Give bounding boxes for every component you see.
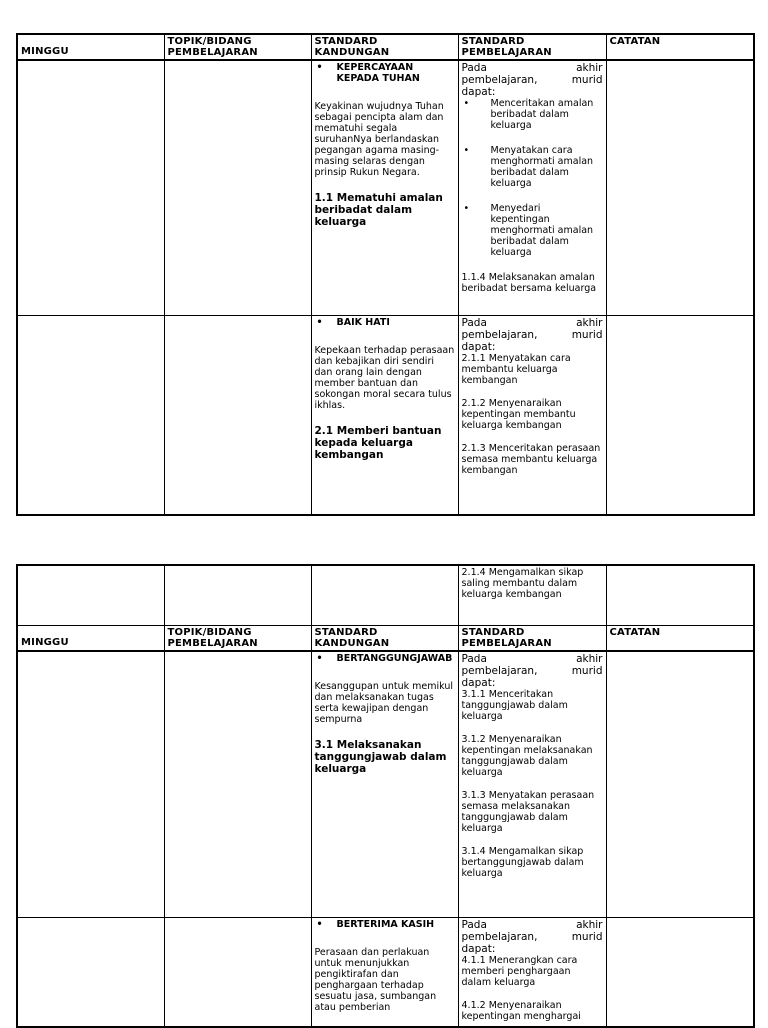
topik-cell	[164, 60, 311, 315]
standard-pembelajaran-cell	[458, 917, 606, 1027]
header-topik: TOPIK/BIDANG PEMBELAJARAN	[164, 34, 311, 60]
bullet-icon: •	[316, 918, 323, 930]
intro-line: dapat:	[461, 677, 496, 689]
value-heading: • BAIK HATI	[316, 316, 390, 328]
learning-standard: 2.1.2 Menyenaraikan kepentingan membantu keluarga kembangan	[461, 397, 576, 431]
header-standard-pembelajaran: STANDARD PEMBELAJARAN	[458, 34, 606, 60]
learning-standard: 3.1.3 Menyatakan perasaan semasa melaksanakan tanggungjawab dalam keluarga	[461, 790, 595, 834]
intro-line: Pada akhir	[461, 653, 603, 665]
table-row	[17, 917, 754, 1027]
learning-standard: 3.1.1 Menceritakan tanggungjawab dalam keluarga	[461, 689, 568, 722]
intro-line: Pada akhir	[461, 62, 603, 74]
intro-line: pembelajaran, murid	[461, 665, 603, 677]
learning-standard: 4.1.1 Menerangkan cara memberi penghargaan dalam keluarga	[461, 954, 578, 988]
list-item: • Menyedari kepentingan menghormati amalan beribadat dalam keluarga	[463, 203, 594, 258]
bullet-icon: •	[463, 98, 470, 109]
content-standard: 3.1 Melaksanakan tanggungjawab dalam keluarga	[314, 739, 447, 775]
header-topik: TOPIK/BIDANG PEMBELAJARAN	[164, 625, 311, 651]
table-row	[17, 315, 754, 515]
intro-line: pembelajaran, murid	[461, 930, 603, 943]
list-item: • Menyatakan cara menghormati amalan beribadat dalam keluarga	[463, 145, 594, 189]
content-standard: 1.1 Mematuhi amalan beribadat dalam keluarga	[314, 192, 443, 228]
value-heading: • KEPERCAYAAN KEPADA TUHAN	[316, 62, 420, 84]
standard-kandungan-cell	[311, 651, 458, 917]
learning-standard: 3.1.2 Menyenaraikan kepentingan melaksanakan tanggungjawab dalam keluarga	[461, 734, 593, 778]
standard-pembelajaran-cell	[458, 315, 606, 515]
catatan-cell	[606, 315, 754, 515]
catatan-cell	[606, 565, 754, 625]
learning-standard: 4.1.2 Menyenaraikan kepentingan menghargai	[461, 999, 581, 1022]
learning-standard: 2.1.1 Menyatakan cara membantu keluarga kembangan	[461, 352, 571, 386]
intro-line: Pada akhir	[461, 918, 603, 931]
minggu-cell	[17, 651, 164, 917]
topik-cell	[164, 565, 311, 625]
learning-standard: 1.1.4 Melaksanakan amalan beribadat bersama keluarga	[461, 272, 597, 294]
value-description: Perasaan dan perlakuan untuk menunjukkan pengiktirafan dan penghargaan terhadap sesuatu jasa, sumbangan atau pemberian	[314, 946, 437, 1013]
value-description: Kepekaan terhadap perasaan dan kebajikan diri sendiri dan orang lain dengan member bantuan dan sokongan moral secara tulus ikhlas.	[314, 344, 455, 411]
intro-line: pembelajaran, murid	[461, 328, 603, 341]
minggu-cell	[17, 60, 164, 315]
table-row	[17, 651, 754, 917]
value-heading: • BERTANGGUNGJAWAB	[316, 653, 453, 664]
header-minggu: MINGGU	[17, 625, 164, 651]
header-standard-kandungan: STANDARD KANDUNGAN	[311, 34, 458, 60]
learning-standard: 2.1.3 Menceritakan perasaan semasa membantu keluarga kembangan	[461, 442, 601, 476]
lesson-table-2	[16, 564, 755, 1028]
table-header-row	[17, 34, 754, 60]
catatan-cell	[606, 917, 754, 1027]
content-standard: 2.1 Memberi bantuan kepada keluarga kembangan	[314, 424, 442, 461]
table-header-row	[17, 625, 754, 651]
standard-kandungan-cell	[311, 315, 458, 515]
topik-cell	[164, 651, 311, 917]
lesson-table-1	[16, 33, 755, 516]
intro-line: dapat:	[461, 340, 496, 353]
topik-cell	[164, 917, 311, 1027]
catatan-cell	[606, 651, 754, 917]
list-item: • Menceritakan amalan beribadat dalam keluarga	[463, 98, 594, 131]
header-standard-kandungan: STANDARD KANDUNGAN	[311, 625, 458, 651]
topik-cell	[164, 315, 311, 515]
standard-kandungan-cell	[311, 60, 458, 315]
intro-line: dapat:	[461, 86, 496, 98]
learning-standard: 3.1.4 Mengamalkan sikap bertanggungjawab dalam keluarga	[461, 846, 584, 879]
bullet-icon: •	[316, 316, 323, 328]
intro-line: dapat:	[461, 942, 496, 955]
intro-line: pembelajaran, murid	[461, 74, 603, 86]
value-description: Keyakinan wujudnya Tuhan sebagai pencipta alam dan mematuhi segala suruhanNya berlandaskan pegangan agama masing-masing selaras dengan prinsip Rukun Negara.	[314, 101, 444, 178]
learning-list	[462, 98, 603, 258]
catatan-cell	[606, 60, 754, 315]
minggu-cell	[17, 917, 164, 1027]
intro-line: Pada akhir	[461, 316, 603, 329]
bullet-icon: •	[463, 145, 470, 156]
standard-pembelajaran-cell	[458, 60, 606, 315]
standard-pembelajaran-cell	[458, 651, 606, 917]
value-description: Kesanggupan untuk memikul dan melaksanakan tugas serta kewajipan dengan sempurna	[314, 681, 454, 725]
standard-pembelajaran-cell: 2.1.4 Mengamalkan sikap saling membantu dalam keluarga kembangan	[458, 565, 606, 625]
header-minggu: MINGGU	[17, 34, 164, 60]
continuation-row	[17, 565, 754, 625]
table-row	[17, 60, 754, 315]
standard-kandungan-cell	[311, 565, 458, 625]
minggu-cell	[17, 565, 164, 625]
standard-kandungan-cell	[311, 917, 458, 1027]
bullet-icon: •	[316, 653, 323, 664]
header-catatan: CATATAN	[606, 34, 754, 60]
minggu-cell	[17, 315, 164, 515]
value-heading: • BERTERIMA KASIH	[316, 918, 435, 930]
bullet-icon: •	[316, 62, 323, 73]
header-catatan: CATATAN	[606, 625, 754, 651]
header-standard-pembelajaran: STANDARD PEMBELAJARAN	[458, 625, 606, 651]
bullet-icon: •	[463, 203, 470, 214]
